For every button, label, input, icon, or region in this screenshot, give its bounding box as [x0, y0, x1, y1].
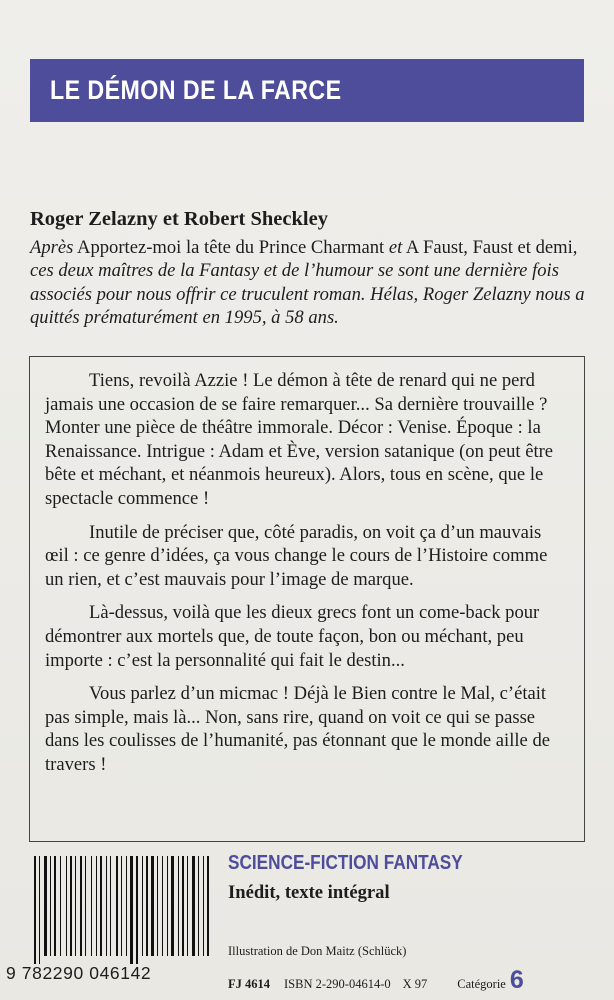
barcode-bar [110, 856, 111, 956]
intro-book1: Apportez-moi la tête du Prince Charmant [73, 237, 389, 258]
isbn: ISBN 2-290-04614-0 [284, 977, 391, 991]
category-label: Catégorie [457, 977, 506, 991]
barcode-bar [100, 856, 102, 956]
barcode-bar [167, 856, 168, 956]
barcode-bar [182, 856, 184, 956]
blurb-paragraph-2: Inutile de préciser que, côté paradis, on voit ça d’un mauvais œil : ce genre d’idées, ça vous change le cours de l’Histoire comme un rien, et c’est mauvais pour l’image de marque. [45, 521, 548, 590]
intro-paragraph [30, 236, 586, 330]
intro-et: et [388, 237, 403, 258]
barcode-bar [44, 856, 47, 956]
catalog-codes [228, 966, 524, 994]
title-banner [30, 59, 584, 122]
barcode-bar [198, 856, 199, 956]
authors-heading: Roger Zelazny et Robert Sheckley [30, 208, 328, 230]
barcode-bar [151, 856, 154, 956]
barcode-bar [178, 856, 179, 956]
barcode-bar [126, 856, 127, 956]
barcode-bar [106, 856, 107, 956]
barcode-digits: 9 782290 046142 [6, 963, 152, 983]
barcode-bar [39, 856, 40, 964]
barcode-bar [96, 856, 97, 956]
barcode-bar [207, 856, 209, 956]
category-number: 6 [509, 966, 524, 994]
barcode-bar [171, 856, 174, 956]
barcode-bar [136, 856, 138, 964]
barcode-bar [142, 856, 143, 956]
barcode-bar [80, 856, 82, 956]
price-code: X 97 [402, 977, 428, 991]
barcode-bar [116, 856, 118, 956]
barcode-bar [91, 856, 92, 956]
fj-code: FJ 4614 [228, 977, 271, 991]
barcode-bar [192, 856, 195, 956]
series-label: SCIENCE-FICTION FANTASY [228, 852, 463, 874]
barcode-bar [85, 856, 86, 956]
barcode-bar [130, 856, 133, 964]
barcode-bar [60, 856, 61, 956]
book-title: LE DÉMON DE LA FARCE [50, 75, 342, 105]
blurb-paragraph-1: Tiens, revoilà Azzie ! Le démon à tête de renard qui ne perd jamais une occasion de se faire remarquer... Sa dernière trouvaille ? Monter une pièce de théâtre immorale. Décor : Venise. Époque : la Renaissance. Intrigue : Adam et Ève, version satanique (on peut être bête et méchant, et néanmois heureux). Alors, tous en scène, que le spectacle commence ! [45, 370, 554, 509]
barcode-bar [54, 856, 56, 956]
blurb-paragraph-4: Vous parlez d’un micmac ! Déjà le Bien contre le Mal, c’était pas simple, mais là... Non, sans rire, quand on voit ce qui se passe dans les coulisses de l’humanité, pas étonnant que le monde aille de travers ! [45, 683, 550, 775]
barcode-bar [66, 856, 67, 956]
intro-rest: ces deux maîtres de la Fantasy et de l’humour se sont une dernière fois associés pour nous offrir ce truculent roman. Hélas, Roger Zelazny nous a quittés prématurément en 1995, à 58 ans. [30, 260, 585, 329]
barcode-bar [157, 856, 158, 956]
barcode-bar [50, 856, 51, 956]
barcode-bars [30, 856, 216, 966]
barcode-bar [203, 856, 204, 956]
illustration-credit: Illustration de Don Maitz (Schlück) [228, 944, 407, 958]
barcode-bar [146, 856, 148, 956]
blurb-box [29, 356, 585, 842]
barcode-bar [187, 856, 188, 956]
intro-book2: A Faust, Faust et demi, [402, 237, 578, 258]
barcode-bar [34, 856, 36, 964]
intro-apres: Après [30, 237, 74, 258]
blurb-paragraph-3: Là-dessus, voilà que les dieux grecs font un come-back pour démontrer aux mortels que, de toute façon, bon ou méchant, peu importe : c’est la personnalité qui fait le destin... [45, 602, 540, 671]
barcode [30, 856, 216, 966]
barcode-bar [121, 856, 122, 956]
edition-label: Inédit, texte intégral [228, 882, 390, 903]
barcode-bar [70, 856, 72, 956]
barcode-bar [75, 856, 76, 956]
barcode-bar [162, 856, 163, 956]
